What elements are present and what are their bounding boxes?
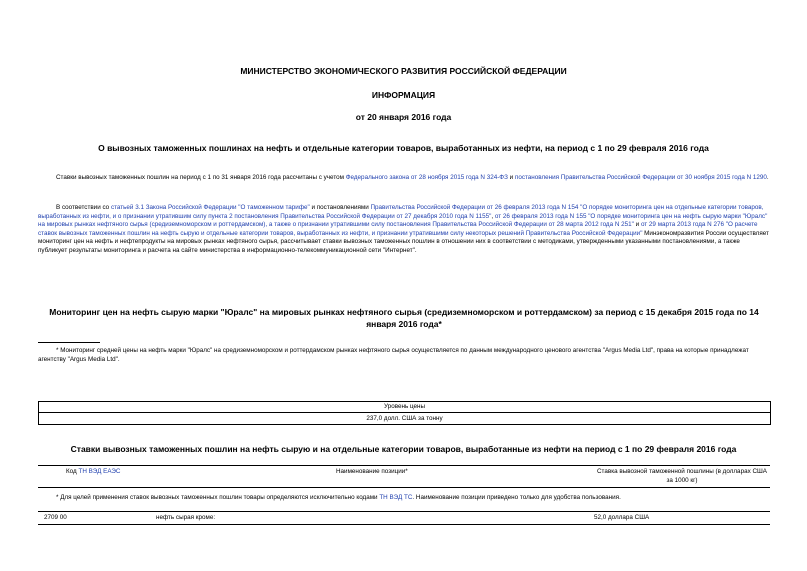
price-table [38,401,771,425]
legal-text-4: и [633,221,641,229]
intro-text-1: Ставки вывозных таможенных пошлин на период с 1 по 31 января 2016 года рассчитаны с учетом [56,174,346,181]
price-header-cell: Уровень цены [39,402,770,413]
rates-row-rule-top [38,511,770,512]
col-rate-header: Ставка вывозной таможенной пошлины (в долларах США за 1000 кг) [597,468,767,484]
col-name-header: Наименование позиции* [336,468,408,475]
rates-title: Ставки вывозных таможенных пошлин на нефть сырую и на отдельные категории товаров, выработанные из нефти на период с 1 по 29 февраля 2016 года [70,444,737,454]
legal-text-2: и постановлениями [309,204,371,211]
decree-154-link[interactable]: Правительства Российской Федерации от 26 февраля 2013 года N 154 "О порядке мониторинга цен на отдельные категории товаров, выработанных из нефти, и о признании утратившим силу пункта 2 постановления Правительства Российской Федерации от 27 декабря 2010 года N 1155" [38,204,764,220]
legal-text-3: , [491,212,495,220]
customs-tariff-law-link[interactable]: статьей 3.1 Закона Российской Федерации "О таможенном тарифе" [110,204,310,211]
tn-ved-ts-link[interactable]: ТН ВЭД ТС [379,494,413,501]
monitoring-title: Мониторинг цен на нефть сырую марки "Юралс" на мировых рынках нефтяного сырья (средиземноморском и роттердамском) за период с 15 декабря 2015 года по 14 января 2016 года* [49,307,759,329]
government-decree-link[interactable]: постановления Правительства Российской Федерации от 30 ноября 2015 года N 1290 [514,174,767,181]
federal-law-link[interactable]: Федерального закона от 28 ноября 2015 года N 324-ФЗ [345,174,508,181]
rates-header-rule [38,487,770,488]
legal-text-1: В соответствии со [56,204,111,211]
legal-basis-paragraph [38,204,770,256]
decree-155-link[interactable]: от 26 февраля 2013 года N 155 "О порядке мониторинга цен на нефть сырую марки "Юралс" на мировых рынках нефтяного сырья (средиземноморском и роттердамском), а также о признании утратившими силу постановления Правительства Российской Федерации от 28 марта 2012 года N 251" [38,212,768,229]
intro-text-3: . [766,174,769,181]
legal-text-5: Минэкономразвития России осуществляет мониторинг цен на нефть и нефтепродукты на мировых рынках нефтяного сырья, рассчитывает ставки вывозных таможенных пошлин в отношении них в соответствии с методиками, утвержденными указанными постановлениями, а также публикует результаты мониторинга и расчета на сайте министерства в информационно-телекоммуникационной сети "Интернет". [38,229,769,254]
ministry-title: МИНИСТЕРСТВО ЭКОНОМИЧЕСКОГО РАЗВИТИЯ РОССИЙСКОЙ ФЕДЕРАЦИИ [240,66,567,76]
col-code-prefix: Код [66,468,79,475]
rates-note-prefix: * Для целей применения ставок вывозных таможенных пошлин товары определяются исключительно кодами [56,494,380,501]
intro-text-2: и [507,174,515,181]
row-rate: 52,0 доллара США [594,514,650,521]
row-name: нефть сырая кроме: [156,514,216,521]
tn-ved-eaeu-link[interactable]: ТН ВЭД ЕАЭС [78,468,121,475]
document-subject: О вывозных таможенных пошлинах на нефть и отдельные категории товаров, выработанных из нефти, на период с 1 по 29 февраля 2016 года [98,143,709,153]
col-code-header [66,468,120,475]
monitoring-footnote: * Мониторинг средней цены на нефть марки "Юралс" на средиземноморском и роттердамском рынках нефтяного сырья осуществляется по данным международного ценового агентства "Argus Media Ltd", права на которые принадлежат агентству "Argus Media Ltd". [38,347,749,363]
decree-276-link[interactable]: от 29 марта 2013 года N 276 "О расчете ставок вывозных таможенных пошлин на нефть сырую и отдельные категории товаров, выработанных из нефти, и признании утратившими силу некоторых решений Правительства Российской Федерации" [38,221,758,237]
rates-note-suffix: . Наименование позиции приведено только для удобства пользования. [412,494,621,501]
price-value-cell: 237,0 долл. США за тонну [366,415,443,422]
document-type: ИНФОРМАЦИЯ [371,90,436,100]
document-date: от 20 января 2016 года [355,112,452,122]
footnote-divider [38,342,100,343]
rates-row-rule-bottom [38,524,770,525]
intro-paragraph [38,174,770,183]
rates-footnote [38,494,770,503]
row-code: 2709 00 [44,514,67,521]
rates-table-header [38,465,770,487]
